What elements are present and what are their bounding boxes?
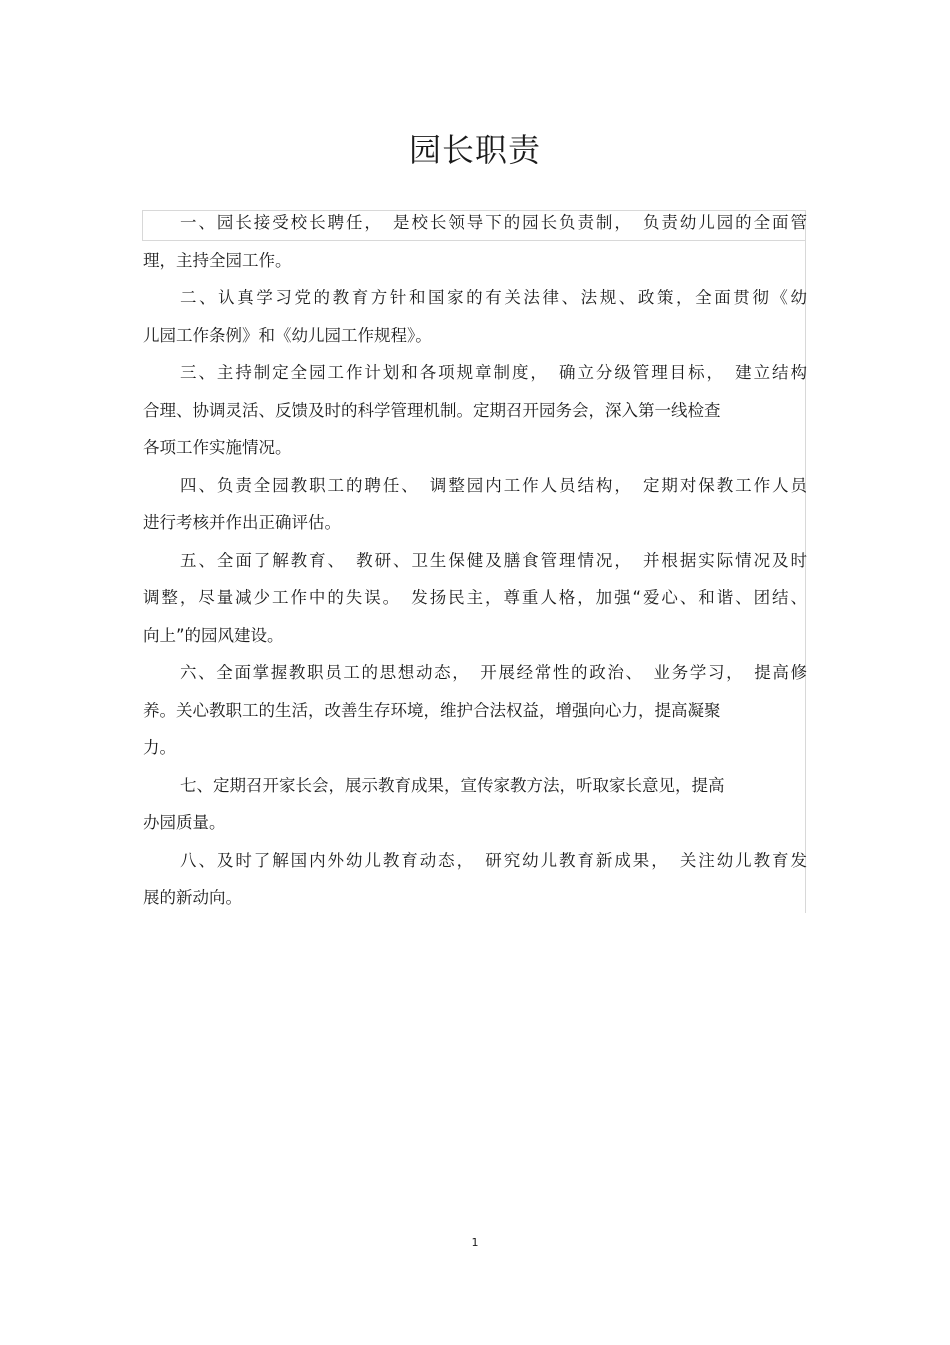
paragraph-7: [143, 767, 807, 842]
paragraph-line: 理，主持全园工作。: [143, 250, 292, 270]
paragraph-line: 五、全面了解教育、 教研、卫生保健及膳食管理情况， 并根据实际情况及时: [180, 550, 807, 570]
paragraph-5: [143, 542, 807, 655]
paragraph-line: 调整，尽量减少工作中的失误。 发扬民主，尊重人格，加强“爱心、和谐、团结、: [143, 588, 807, 607]
document-title: 园长职责: [408, 131, 541, 169]
paragraph-line: 八、及时了解国内外幼儿教育动态， 研究幼儿教育新成果， 关注幼儿教育发: [180, 850, 807, 870]
paragraph-line: 进行考核并作出正确评估。: [143, 513, 341, 532]
paragraph-8: [143, 842, 807, 917]
paragraph-line: 儿园工作条例》和《幼儿园工作规程》。: [143, 325, 432, 345]
paragraph-line: 六、全面掌握教职员工的思想动态， 开展经常性的政治、 业务学习， 提高修: [180, 663, 807, 682]
paragraph-line: 办园质量。: [143, 813, 226, 832]
paragraph-2: [143, 279, 807, 354]
paragraph-6: [143, 654, 807, 767]
paragraph-line: 三、主持制定全园工作计划和各项规章制度， 确立分级管理目标， 建立结构: [180, 363, 807, 382]
paragraph-line: 力。: [143, 738, 176, 757]
paragraph-line: 七、定期召开家长会，展示教育成果，宣传家教方法，听取家长意见，提高: [180, 775, 725, 795]
document-body: [143, 204, 807, 917]
paragraph-line: 养。关心教职工的生活，改善生存环境，维护合法权益，增强向心力，提高凝聚: [143, 700, 721, 720]
paragraph-line: 合理、协调灵活、反馈及时的科学管理机制。定期召开园务会，深入第一线检查: [143, 400, 721, 420]
paragraph-line: 各项工作实施情况。: [143, 438, 292, 457]
paragraph-line: 一、园长接受校长聘任， 是校长领导下的园长负责制， 负责幼儿园的全面管: [180, 213, 807, 232]
page-number: 1: [471, 1236, 479, 1249]
paragraph-1: [143, 204, 807, 279]
paragraph-line: 二、认真学习党的教育方针和国家的有关法律、法规、政策，全面贯彻《幼: [180, 288, 807, 307]
paragraph-line: 展的新动向。: [143, 888, 242, 907]
paragraph-line: 向上”的园风建设。: [143, 625, 284, 645]
paragraph-4: [143, 467, 807, 542]
paragraph-line: 四、负责全园教职工的聘任、 调整园内工作人员结构， 定期对保教工作人员: [180, 475, 807, 495]
paragraph-3: [143, 354, 807, 467]
